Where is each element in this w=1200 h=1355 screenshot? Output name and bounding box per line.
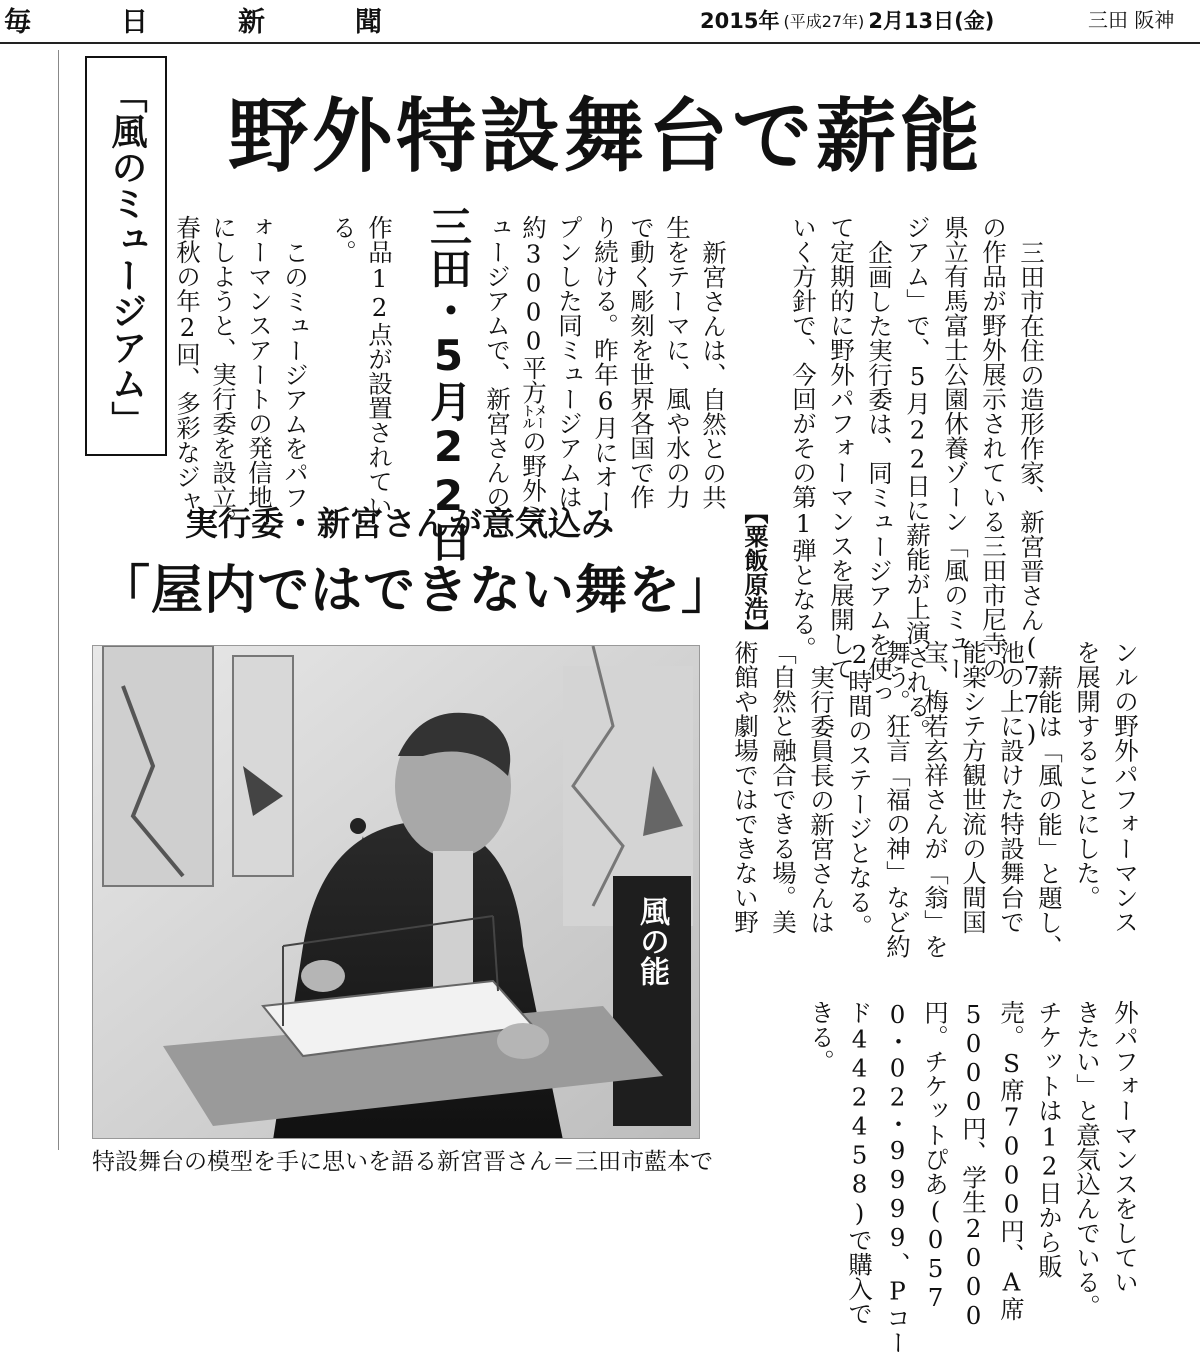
body-column: 5000円、学生2000 <box>959 1000 988 1330</box>
date-era: (平成27年) <box>783 11 865 31</box>
body-column: 作品12点が設置されてい <box>365 215 394 518</box>
body-column: ュージアムで、新宮さんの <box>483 215 512 509</box>
masthead-rule <box>0 42 1200 44</box>
lead-column: 県立有馬富士公園休養ゾーン「風のミュー <box>941 215 970 681</box>
body-column: で動く彫刻を世界各国で作 <box>627 215 656 509</box>
body-column: 舞う。狂言「福の神」など約 <box>883 640 912 959</box>
series-title: 「風のミュージアム」 <box>106 77 147 437</box>
subheadline: 実行委・新宮さんが意気込み <box>185 504 614 543</box>
lead-column: て定期的に野外パフォーマンスを展開して <box>827 215 856 681</box>
publication-date <box>700 0 994 40</box>
article-photo <box>92 645 700 1139</box>
date-day: 2月13日(金) <box>868 9 995 33</box>
body-column: 売。S席7000円、A席 <box>997 1000 1026 1321</box>
body-column: 「自然と融合できる場。美 <box>769 640 798 934</box>
body-column: 春秋の年2回、多彩なジャ <box>173 215 202 514</box>
body-column: 生をテーマに、風や水の力 <box>663 215 692 509</box>
lead-column: 三田市在住の造形作家、新宮晋さん(77) <box>1017 240 1046 748</box>
body-column: 術館や劇場ではできない野 <box>731 640 760 934</box>
lead-column: 企画した実行委は、同ミュージアムを使っ <box>865 240 894 706</box>
byline: 【粟飯原浩】 <box>740 500 768 644</box>
body-column: にしようと、実行委を設立。 <box>209 215 238 534</box>
body-column: プンした同ミュージアムは <box>555 215 584 509</box>
region-label: 三田 阪神 <box>1088 8 1175 32</box>
photo-sign-text: 風の能 <box>634 896 669 986</box>
body-column: 外パフォーマンスをしてい <box>1111 1000 1140 1294</box>
margin-line <box>58 50 59 1150</box>
body-column: チケットは12日から販 <box>1035 1000 1064 1279</box>
body-column: 実行委員長の新宮さんは <box>807 665 836 935</box>
lead-column: の作品が野外展示されている三田市尼寺の <box>979 215 1008 681</box>
lead-column: ジアム」で、5月22日に薪能が上演される。 <box>903 215 932 743</box>
body-column: 池の上に設けた特設舞台で <box>997 640 1026 934</box>
body-column: 円。チケットぴあ(057 <box>921 1000 950 1312</box>
dateline-heading: 三田・5月22日 <box>424 205 473 562</box>
body-column: きる。 <box>807 1000 836 1074</box>
body-column: 新宮さんは、自然との共 <box>699 240 728 510</box>
pull-quote: 「屋内ではできない舞を」 <box>98 560 735 621</box>
lead-column: いく方針で、今回がその第1弾となる。 <box>789 215 818 661</box>
body-column: 能楽シテ方観世流の人間国 <box>959 640 988 934</box>
masthead <box>0 0 1200 44</box>
body-column: を展開することにした。 <box>1073 640 1102 910</box>
body-column: きたい」と意気込んでいる。 <box>1073 1000 1102 1319</box>
body-column: 約3000平方㍍の野外ミ <box>519 215 548 527</box>
photo-caption: 特設舞台の模型を手に思いを語る新宮晋さん＝三田市藍本で <box>92 1149 713 1175</box>
headline: 野外特設舞台で薪能 <box>228 89 984 183</box>
body-column: る。 <box>329 215 358 264</box>
date-year: 2015年 <box>700 9 780 33</box>
body-column: 2時間のステージとなる。 <box>845 640 874 939</box>
newspaper-name-char: 毎 <box>4 7 33 38</box>
body-column: ド442458)で購入で <box>845 1000 874 1326</box>
newspaper-name-char: 日 <box>121 7 150 38</box>
body-column: ンルの野外パフォーマンス <box>1111 640 1140 934</box>
photo-illustration <box>93 646 700 1139</box>
newspaper-name-char: 聞 <box>355 7 384 38</box>
body-column: 0・02・9999、Pコー <box>883 1000 912 1355</box>
body-column: ォーマンスアートの発信地 <box>245 215 274 509</box>
body-column: り続ける。昨年6月にオー <box>591 215 620 514</box>
newspaper-name-char: 新 <box>238 7 267 38</box>
newspaper-name <box>4 0 384 40</box>
body-column: 薪能は「風の能」と題し、 <box>1035 665 1064 959</box>
body-column: 宝、梅若玄祥さんが「翁」を <box>921 640 950 959</box>
body-column: このミュージアムをパフ <box>281 240 310 510</box>
